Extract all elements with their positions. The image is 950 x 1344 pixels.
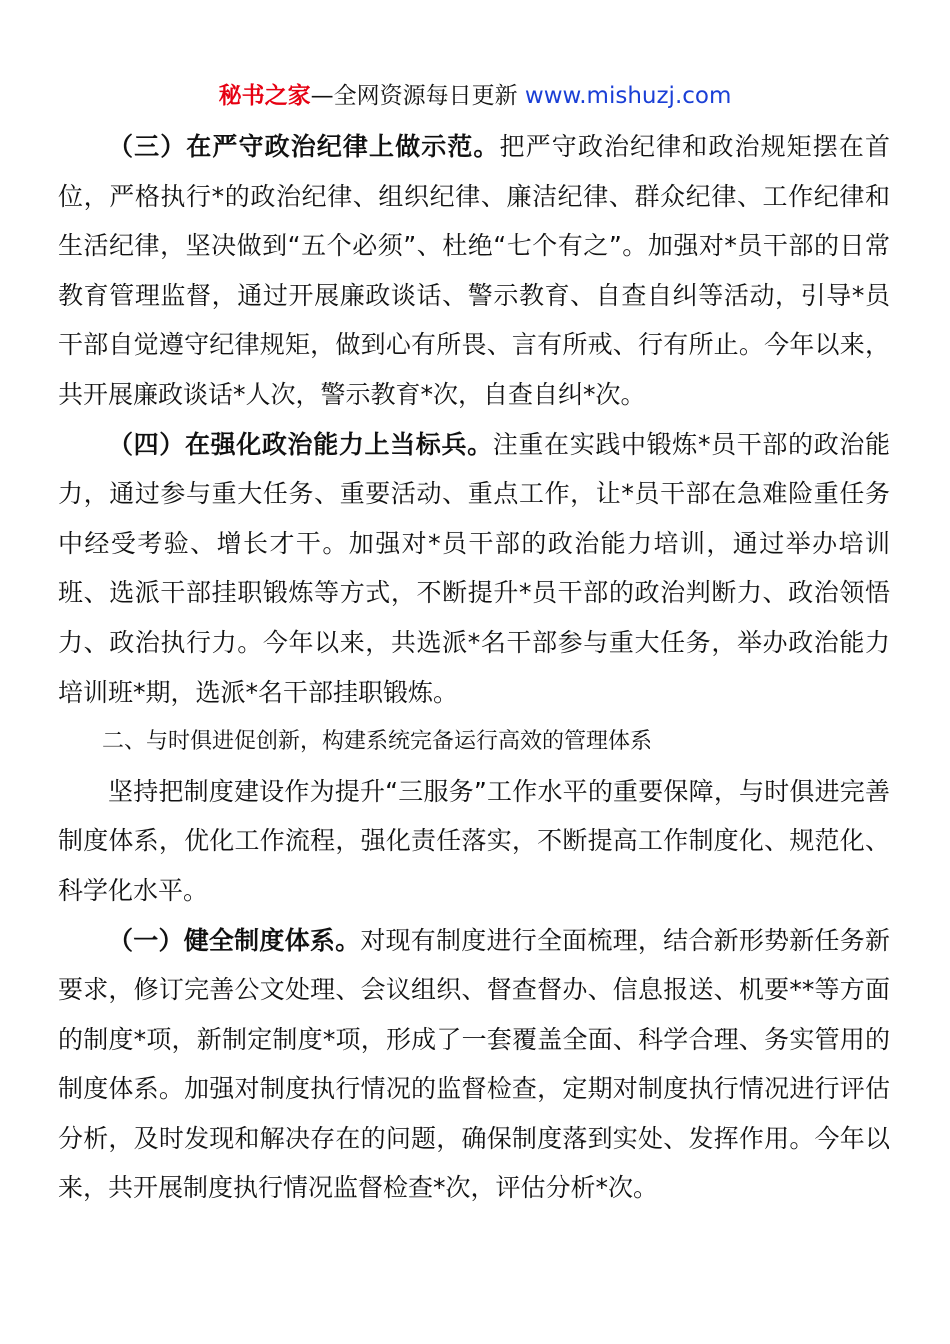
site-url[interactable]: www.mishuzj.com [524,83,732,109]
paragraph-text: 把严守政治纪律和政治规矩摆在首位，严格执行*的政治纪律、组织纪律、廉洁纪律、群众纪律、工作纪律和生活纪律，坚决做到“五个必须”、杜绝“七个有之”。加强对*员干部的日常教育管理监督，通过开展廉政谈话、警示教育、自查自纠等活动，引导*员干部自觉遵守纪律规矩，做到心有所畏、言有所戒、行有所止。今年以来，共开展廉政谈话*人次，警示教育*次，自查自纠*次。 [58,132,890,409]
section-intro: 坚持把制度建设作为提升“三服务”工作水平的重要保障，与时俱进完善制度体系，优化工作流程，强化责任落实，不断提高工作制度化、规范化、科学化水平。 [58,776,890,905]
paragraph-text: 对现有制度进行全面梳理，结合新形势新任务新要求，修订完善公文处理、会议组织、督查督办、信息报送、机要**等方面的制度*项，新制定制度*项，形成了一套覆盖全面、科学合理、务实管用的制度体系。加强对制度执行情况的监督检查，定期对制度执行情况进行评估分析，及时发现和解决存在的问题，确保制度落到实处、发挥作用。今年以来，共开展制度执行情况监督检查*次，评估分析*次。 [58,925,890,1203]
page-header [0,80,950,112]
brand-name: 秘书之家 [218,83,311,109]
paragraph-lead: （三）在严守政治纪律上做示范。 [108,132,500,161]
paragraph-4 [58,420,890,718]
section-heading: 二、与时俱进促创新，构建系统完备运行高效的管理体系 [102,729,653,755]
paragraph-lead: （四）在强化政治能力上当标兵。 [108,429,493,459]
paragraph-3 [58,122,890,420]
paragraph-lead: （一）健全制度体系。 [108,925,361,955]
document-body [58,122,890,1213]
header-tagline: —全网资源每日更新 [310,83,518,109]
paragraph-1 [58,916,890,1214]
paragraph-text: 注重在实践中锻炼*员干部的政治能力，通过参与重大任务、重要活动、重点工作，让*员干部在急难险重任务中经受考验、增长才干。加强对*员干部的政治能力培训，通过举办培训班、选派干部挂职锻炼等方式，不断提升*员干部的政治判断力、政治领悟力、政治执行力。今年以来，共选派*名干部参与重大任务，举办政治能力培训班*期，选派*名干部挂职锻炼。 [58,429,890,707]
